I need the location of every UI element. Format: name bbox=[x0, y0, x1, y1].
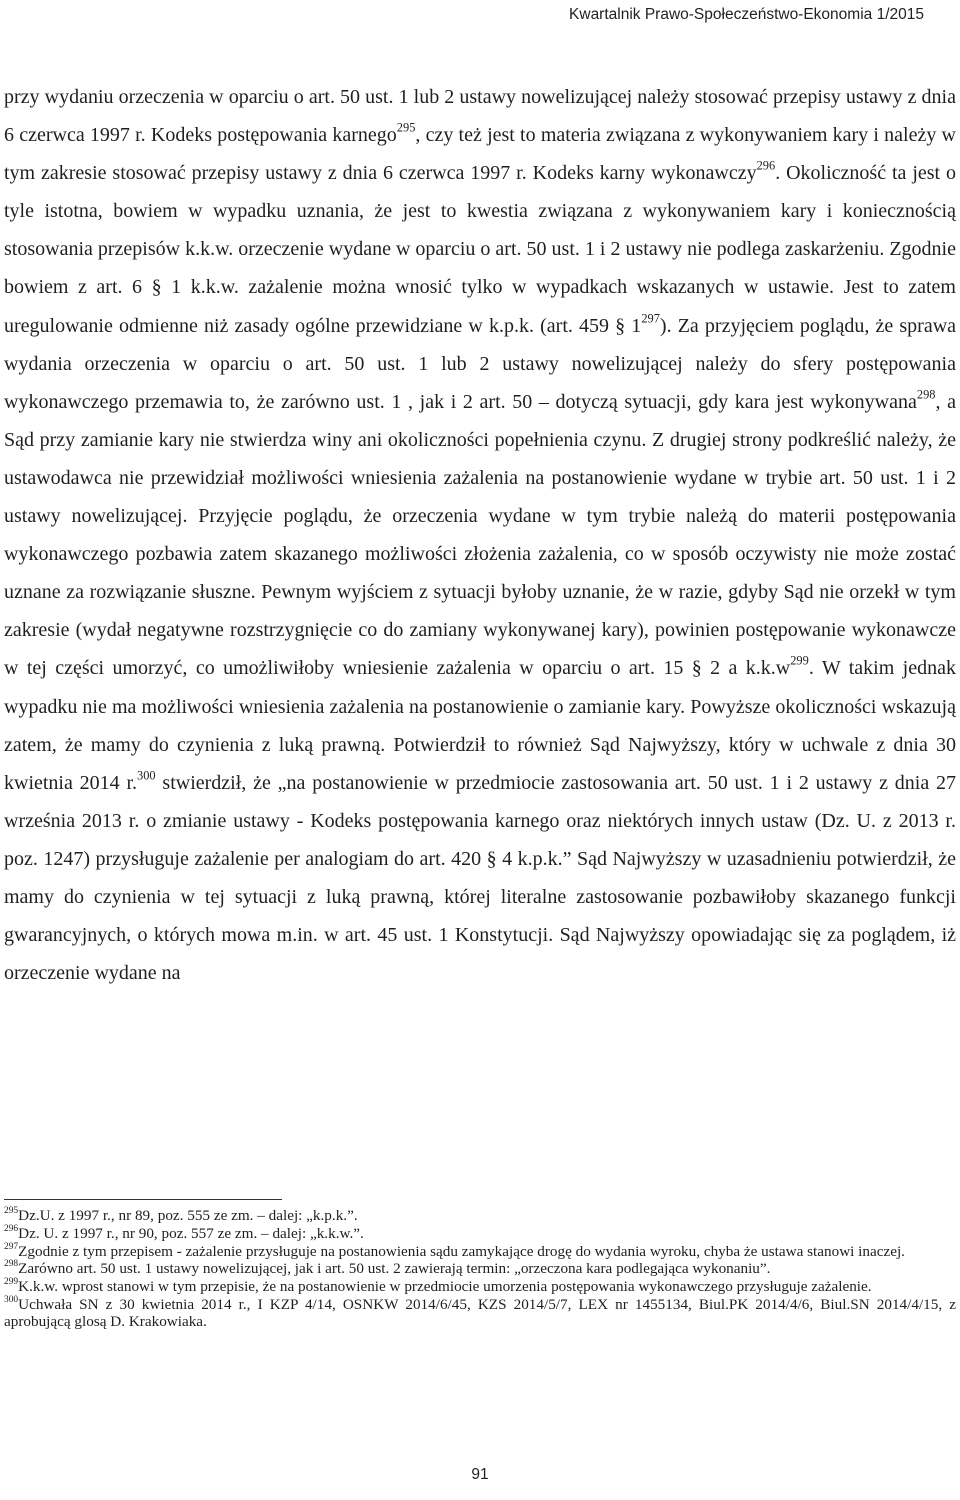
footnote-text: K.k.w. wprost stanowi w tym przepisie, że na postanowienie w przedmiocie umorzenia postępowania wykonawczego przysługuje zażalenie. bbox=[18, 1278, 872, 1296]
footnote bbox=[4, 1260, 956, 1277]
footnotes bbox=[4, 1207, 956, 1331]
footnote-ref: 299 bbox=[790, 654, 809, 669]
footnote-text: Dz.U. z 1997 r., nr 89, poz. 555 ze zm. – dalej: „k.p.k.”. bbox=[18, 1207, 358, 1224]
page-number: 91 bbox=[471, 1466, 489, 1483]
footnote-number: 295 bbox=[4, 1205, 19, 1216]
footnote-text: Zarówno art. 50 ust. 1 ustawy nowelizującej, jak i art. 50 ust. 2 zawierają termin: „orzeczona kara podlegająca wykonaniu”. bbox=[18, 1260, 771, 1278]
footnote-ref: 300 bbox=[137, 768, 156, 783]
footnote bbox=[4, 1278, 956, 1295]
footnote-number: 300 bbox=[4, 1294, 19, 1305]
running-header: Kwartalnik Prawo-Społeczeństwo-Ekonomia 1/2015 bbox=[569, 6, 924, 23]
body-segment: stwierdził, że „na postanowienie w przedmiocie zastosowania art. 50 ust. 1 i 2 ustawy z dnia 27 września 2013 r. o zmianie ustawy - Kodeks postępowania karnego oraz niektórych innych ustaw (Dz. U. z 2013 r. poz. 1247) przysługuje zażalenie per analogiam do art. 420 § 4 k.p.k.” Sąd Najwyższy w uzasadnieniu potwierdził, że mamy do czynienia w tej sytuacji z luką prawną, której literalne zastosowanie pozbawiłoby skazanego funkcji gwarancyjnych, o których mowa m.in. w art. 45 ust. 1 Konstytucji. Sąd Najwyższy opowiadając się za poglądem, iż orzeczenie wydane na bbox=[4, 771, 956, 985]
body-segment: , a Sąd przy zamianie kary nie stwierdza winy ani okoliczności popełnienia czynu. Z drugiej strony podkreślić należy, że ustawodawca nie przewidział możliwości wniesienia zażalenia na postanowienie wydane w trybie art. 50 ust. 1 i 2 ustawy nowelizującej. Przyjęcie poglądu, że orzeczenia wydane w tym trybie należą do materii postępowania wykonawczego pozbawia zatem skazanego możliwości złożenia zażalenia, co w sposób oczywisty nie może zostać uznane za rozwiązanie słuszne. Pewnym wyjściem z sytuacji byłoby uznanie, że w razie, gdyby Sąd nie orzekł w tym zakresie (wydał negatywne rozstrzygnięcie co do zamiany wykonywanej kary), powinien postępowanie wykonawcze w tej części umorzyć, co umożliwiłoby wniesienie zażalenia w oparciu o art. 15 § 2 a k.k.w bbox=[4, 390, 956, 680]
body-segment: , czy też jest to materia związana z wykonywaniem kary i należy w tym zakresie stosować przepisy ustawy z dnia 6 czerwca 1997 r. Kodeks karny wykonawczy bbox=[4, 124, 956, 185]
body-segment: . Okoliczność ta jest o tyle istotna, bowiem w wypadku uznania, że jest to kwestia związana z wykonywaniem kary i koniecznością stosowania przepisów k.k.w. orzeczenie wydane w oparciu o art. 50 ust. 1 i 2 ustawy nie podlega zaskarżeniu. Zgodnie bowiem z art. 6 § 1 k.k.w. zażalenie można wnosić tylko w wypadkach wskazanych w ustawie. Jest to zatem uregulowanie odmienne niż zasady ogólne przewidziane w k.p.k. (art. 459 § 1 bbox=[4, 162, 956, 337]
footnote-text: Uchwała SN z 30 kwietnia 2014 r., I KZP 4/14, OSNKW 2014/6/45, KZS 2014/5/7, LEX nr 1455134, Biul.PK 2014/4/6, Biul.SN 2014/4/15, z aprobującą glosą D. Krakowiaka. bbox=[4, 1295, 956, 1331]
footnote-number: 296 bbox=[4, 1223, 19, 1234]
footnote-number: 299 bbox=[4, 1277, 19, 1288]
footnote bbox=[4, 1296, 956, 1330]
footnote bbox=[4, 1225, 956, 1242]
footnote-ref: 295 bbox=[396, 120, 416, 135]
body-segment: ). Za przyjęciem poglądu, że sprawa wydania orzeczenia w oparciu o art. 50 ust. 1 lub 2 ustawy nowelizującej należy do sfery postępowania wykonawczego przemawia to, że zarówno ust. 1 , jak i 2 art. 50 – dotyczą sytuacji, gdy kara jest wykonywana bbox=[4, 314, 957, 413]
body-paragraph bbox=[4, 78, 956, 992]
footnote-divider bbox=[4, 1199, 282, 1200]
footnote-number: 298 bbox=[4, 1259, 19, 1270]
footnote-ref: 298 bbox=[916, 387, 936, 402]
footnote bbox=[4, 1207, 956, 1224]
footnote-text: Zgodnie z tym przepisem - zażalenie przysługuje na postanowienia sądu zamykające drogę do wydania wyroku, chyba że ustawa stanowi inaczej. bbox=[18, 1242, 905, 1260]
footnote-text: Dz. U. z 1997 r., nr 90, poz. 557 ze zm. – dalej: „k.k.w.”. bbox=[18, 1224, 364, 1242]
footnote-ref: 297 bbox=[641, 311, 660, 326]
body-segment: przy wydaniu orzeczenia w oparciu o art. 50 ust. 1 lub 2 ustawy nowelizującej należy stosować przepisy ustawy z dnia 6 czerwca 1997 r. Kodeks postępowania karnego bbox=[4, 86, 956, 147]
footnote bbox=[4, 1243, 956, 1260]
footnote-ref: 296 bbox=[756, 158, 776, 173]
footnote-number: 297 bbox=[4, 1241, 19, 1252]
body-segment: . W takim jednak wypadku nie ma możliwości wniesienia zażalenia na postanowienie o zamianie kary. Powyższe okoliczności wskazują zatem, że mamy do czynienia z luką prawną. Potwierdził to również Sąd Najwyższy, który w uchwale z dnia 30 kwietnia 2014 r. bbox=[4, 657, 956, 794]
